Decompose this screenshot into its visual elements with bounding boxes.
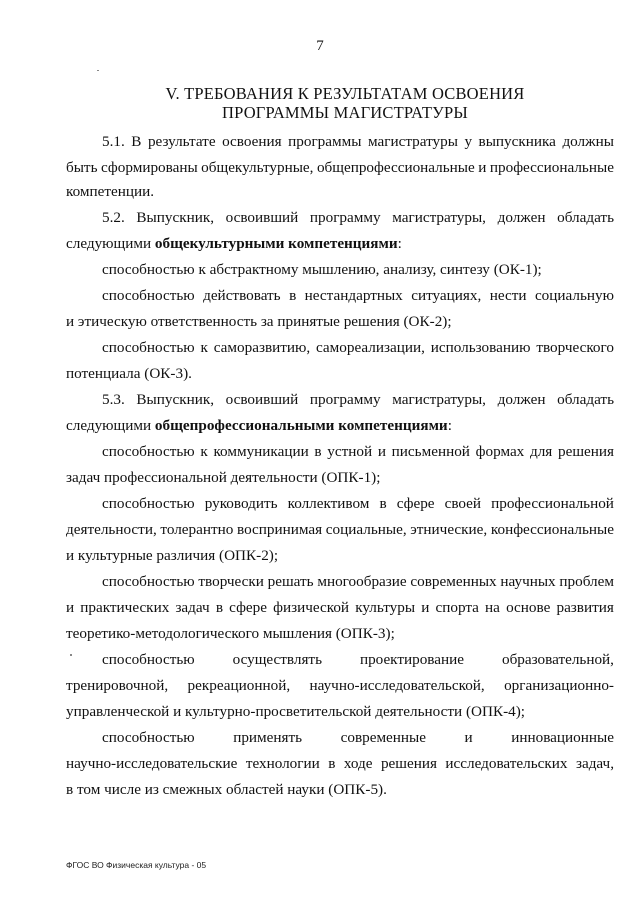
word: и: [66, 599, 75, 616]
line-text: потенциала (ОК-3).: [66, 365, 192, 382]
word: технологии: [245, 755, 320, 772]
word: у: [464, 133, 473, 150]
word: Выпускник,: [136, 209, 215, 226]
word: этнические,: [410, 521, 488, 538]
word: и: [377, 443, 386, 460]
word: в: [289, 287, 297, 304]
word: инновационные: [511, 729, 614, 746]
line-text: и этическую ответственность за принятые решения (ОК-2);: [66, 313, 452, 330]
text-line: [66, 312, 452, 332]
word: коллективом: [287, 495, 370, 512]
line-text: способностью к абстрактному мышлению, анализу, синтезу (ОК-1);: [102, 261, 542, 278]
word: освоивший: [225, 391, 299, 408]
scan-speck: [97, 70, 99, 71]
word: Выпускник,: [136, 391, 215, 408]
bold-term: общекультурными компетенциями: [154, 235, 398, 252]
word: решения: [557, 443, 614, 460]
word: обладать: [557, 209, 614, 226]
word: в: [379, 495, 387, 512]
word: выпускника: [478, 133, 556, 150]
word: сфере: [396, 495, 435, 512]
word: саморазвитию,: [213, 339, 311, 356]
line-text: следующими: [66, 235, 155, 252]
word: образовательной,: [501, 651, 614, 668]
word: проблем: [559, 573, 614, 590]
word: многообразие: [317, 573, 407, 590]
word: научных: [500, 573, 556, 590]
word: рекреационной,: [187, 677, 291, 694]
text-line: [66, 468, 380, 488]
word: в: [328, 755, 336, 772]
text-line: [66, 182, 154, 202]
text-line: [102, 208, 614, 228]
word: профессиональной: [491, 495, 614, 512]
text-line: [66, 598, 614, 618]
text-line: [66, 364, 192, 384]
text-line: [66, 234, 402, 254]
word: развития: [556, 599, 614, 616]
word: применять: [233, 729, 303, 746]
text-line: [102, 442, 614, 462]
word: творческого: [536, 339, 614, 356]
word: ситуациях,: [411, 287, 482, 304]
word: нестандартных: [304, 287, 403, 304]
word: толерантно: [160, 521, 234, 538]
word: задач: [175, 599, 210, 616]
word: деятельности,: [66, 521, 157, 538]
word: современные: [340, 729, 427, 746]
word: руководить: [204, 495, 278, 512]
word: способностью: [102, 287, 195, 304]
word: социальную: [534, 287, 614, 304]
word: должны: [562, 133, 614, 150]
page-number: 7: [316, 38, 324, 54]
word: физической: [273, 599, 350, 616]
line-text: теоретико-методологического мышления (ОПК-3);: [66, 625, 395, 642]
line-tail: :: [447, 417, 452, 434]
word: решения: [380, 755, 437, 772]
word: В: [131, 133, 142, 150]
word: 5.1.: [102, 133, 125, 150]
text-line: [102, 260, 542, 280]
word: организационно-: [504, 677, 614, 694]
line-tail: :: [397, 235, 402, 252]
word: обладать: [557, 391, 614, 408]
word: способностью: [102, 573, 195, 590]
word: магистратуры: [367, 133, 458, 150]
word: основе: [506, 599, 551, 616]
line-text: в том числе из смежных областей науки (ОПК-5).: [66, 781, 387, 798]
word: использованию: [430, 339, 531, 356]
word: задач,: [575, 755, 614, 772]
word: воспринимая: [237, 521, 323, 538]
word: устной: [327, 443, 373, 460]
word: способностью: [102, 729, 195, 746]
line-text: и культурные различия (ОПК-2);: [66, 547, 279, 564]
page-footer: ФГОС ВО Физическая культура - 05: [66, 860, 207, 870]
word: и: [464, 729, 473, 746]
text-line: [66, 416, 452, 436]
word: социальные,: [325, 521, 407, 538]
word: и: [478, 159, 487, 176]
word: 5.2.: [102, 209, 125, 226]
text-line: [66, 546, 278, 566]
word: формах: [475, 443, 525, 460]
text-line: [102, 390, 614, 410]
word: магистратуры,: [392, 391, 486, 408]
text-line: [102, 494, 614, 514]
text-line: [102, 572, 614, 592]
word: способностью: [102, 495, 195, 512]
word: практических: [80, 599, 170, 616]
word: программу: [309, 209, 381, 226]
word: ходе: [343, 755, 373, 772]
text-line: [102, 338, 614, 358]
word: проектирование: [359, 651, 465, 668]
text-line: [66, 780, 387, 800]
word: должен: [497, 209, 546, 226]
word: на: [485, 599, 500, 616]
section-title: [60, 84, 630, 122]
word: современных: [410, 573, 497, 590]
text-line: [102, 132, 614, 152]
word: профессиональные: [489, 159, 614, 176]
text-line: [102, 286, 614, 306]
word: сфере: [229, 599, 267, 616]
text-line: [66, 702, 525, 722]
word: научно-исследовательские: [66, 755, 238, 772]
word: программу: [309, 391, 381, 408]
line-text: управленческой и культурно-просветительской деятельности (ОПК-4);: [66, 703, 526, 720]
text-line: [66, 754, 614, 774]
scan-speck: [70, 654, 72, 656]
word: программы: [288, 133, 362, 150]
word: решать: [267, 573, 314, 590]
text-line: [66, 520, 614, 540]
word: самореализации,: [316, 339, 425, 356]
word: культуры: [355, 599, 416, 616]
line-text: задач профессиональной деятельности (ОПК-1);: [66, 469, 381, 486]
word: для: [529, 443, 553, 460]
word: к: [200, 443, 208, 460]
word: освоения: [222, 133, 282, 150]
word: способностью: [102, 339, 195, 356]
word: творчески: [198, 573, 264, 590]
line-text: компетенции.: [66, 183, 155, 200]
word: осуществлять: [232, 651, 322, 668]
word: способностью: [102, 443, 195, 460]
word: должен: [497, 391, 546, 408]
word: быть: [66, 159, 98, 176]
text-line: [102, 728, 614, 748]
word: способностью: [102, 651, 195, 668]
word: тренировочной,: [66, 677, 169, 694]
text-line: [66, 158, 614, 178]
word: сформированы: [100, 159, 198, 176]
word: в: [314, 443, 322, 460]
word: коммуникации: [213, 443, 309, 460]
word: освоивший: [225, 209, 299, 226]
word: к: [200, 339, 208, 356]
word: конфессиональные: [490, 521, 614, 538]
text-line: [102, 650, 614, 670]
word: спорта: [435, 599, 479, 616]
word: в: [215, 599, 223, 616]
text-line: [66, 676, 614, 696]
word: действовать: [203, 287, 281, 304]
line-text: следующими: [66, 417, 155, 434]
section-title-line-1: V. ТРЕБОВАНИЯ К РЕЗУЛЬТАТАМ ОСВОЕНИЯ: [165, 84, 525, 103]
word: результате: [147, 133, 216, 150]
word: магистратуры,: [392, 209, 486, 226]
word: и: [421, 599, 430, 616]
word: исследовательских: [445, 755, 568, 772]
word: общекультурные,: [201, 159, 314, 176]
text-line: [66, 624, 395, 644]
word: 5.3.: [102, 391, 125, 408]
bold-term: общепрофессиональными компетенциями: [154, 417, 448, 434]
section-title-line-2: ПРОГРАММЫ МАГИСТРАТУРЫ: [222, 103, 468, 122]
word: письменной: [391, 443, 470, 460]
word: нести: [489, 287, 527, 304]
word: научно-исследовательской,: [309, 677, 485, 694]
word: общепрофессиональные: [316, 159, 475, 176]
word: своей: [444, 495, 482, 512]
